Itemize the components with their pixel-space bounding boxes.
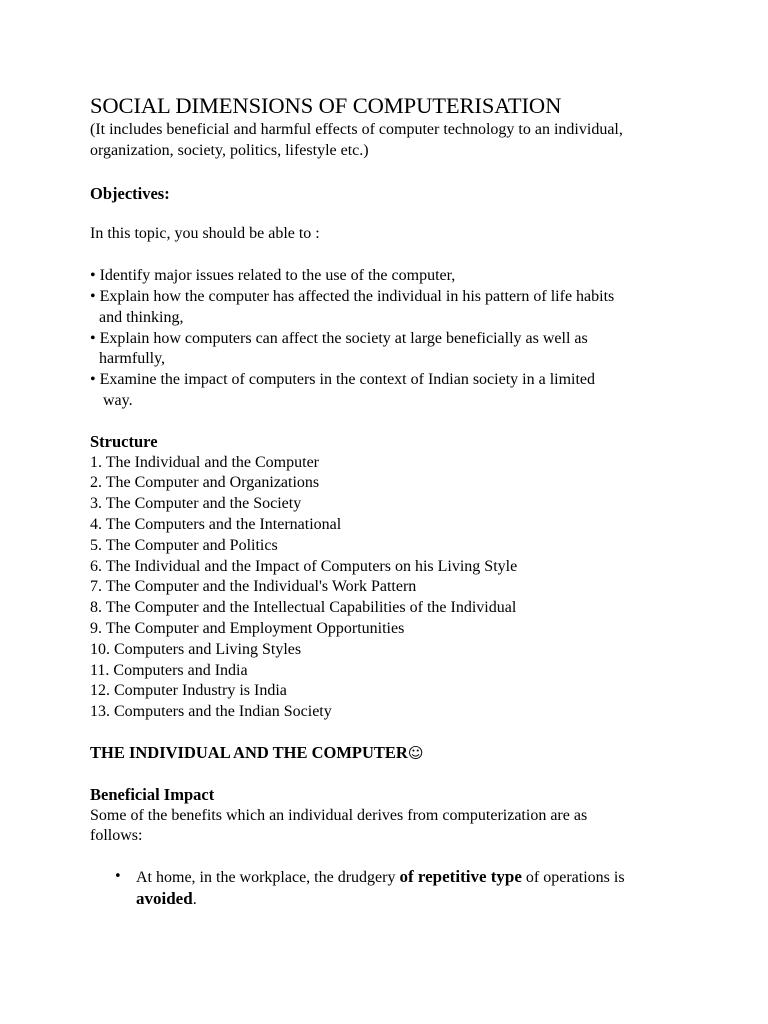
benefit-intro-line: follows: xyxy=(90,827,143,845)
objective-item: • Explain how computers can affect the society at large beneficially as well as xyxy=(90,329,588,347)
structure-item: 2. The Computer and Organizations xyxy=(90,474,320,492)
objective-item-continuation: harmfully, xyxy=(99,350,166,368)
document-title: SOCIAL DIMENSIONS OF COMPUTERISATION xyxy=(90,93,562,118)
benefit-intro xyxy=(90,806,730,848)
smiley-icon: ☺ xyxy=(407,743,424,762)
structure-item: 11. Computers and India xyxy=(90,661,248,679)
structure-item: 3. The Computer and the Society xyxy=(90,495,302,513)
objective-item-continuation: way. xyxy=(103,391,133,409)
bullet-dot-icon: • xyxy=(114,869,122,885)
structure-item: 9. The Computer and Employment Opportunities xyxy=(90,619,405,637)
subtitle-line: (It includes beneficial and harmful effects of computer technology to an individual, xyxy=(90,121,623,138)
document-subtitle xyxy=(90,120,730,162)
objectives-intro: In this topic, you should be able to : xyxy=(90,225,320,243)
benefit-text: of operations is xyxy=(521,869,625,887)
structure-heading: Structure xyxy=(90,431,158,451)
objective-item: • Explain how the computer has affected the individual in his pattern of life habits xyxy=(90,287,615,305)
benefit-bullet-line xyxy=(136,867,730,889)
structure-item: 13. Computers and the Indian Society xyxy=(90,703,332,721)
benefit-emphasis: of repetitive type xyxy=(399,867,522,887)
section-heading-text: THE INDIVIDUAL AND THE COMPUTER xyxy=(90,742,408,762)
document-page xyxy=(90,93,730,911)
structure-item: 10. Computers and Living Styles xyxy=(90,640,302,658)
objective-item-continuation: and thinking, xyxy=(99,308,184,326)
structure-item: 12. Computer Industry is India xyxy=(90,682,287,700)
structure-item: 6. The Individual and the Impact of Computers on his Living Style xyxy=(90,557,518,575)
objectives-heading: Objectives: xyxy=(90,183,170,203)
benefit-intro-line: Some of the benefits which an individual derives from computerization are as xyxy=(90,806,588,824)
benefit-text: . xyxy=(192,890,197,908)
structure-item: 7. The Computer and the Individual's Work Pattern xyxy=(90,578,417,596)
beneficial-impact-heading: Beneficial Impact xyxy=(90,784,215,804)
objectives-list xyxy=(90,266,730,412)
benefit-text: At home, in the workplace, the drudgery xyxy=(136,869,400,887)
structure-item: 1. The Individual and the Computer xyxy=(90,453,319,471)
objective-item: • Examine the impact of computers in the context of Indian society in a limited xyxy=(90,371,596,389)
structure-item: 8. The Computer and the Intellectual Capabilities of the Individual xyxy=(90,599,517,617)
objective-item: • Identify major issues related to the use of the computer, xyxy=(90,267,456,285)
benefit-emphasis: avoided xyxy=(136,888,193,908)
structure-list xyxy=(90,453,730,723)
benefit-bullet xyxy=(90,867,730,911)
structure-item: 5. The Computer and Politics xyxy=(90,536,278,554)
subtitle-line: organization, society, politics, lifestyle etc.) xyxy=(90,141,369,159)
benefit-bullet-line xyxy=(136,889,730,911)
section-heading xyxy=(90,743,730,764)
structure-item: 4. The Computers and the International xyxy=(90,515,342,533)
